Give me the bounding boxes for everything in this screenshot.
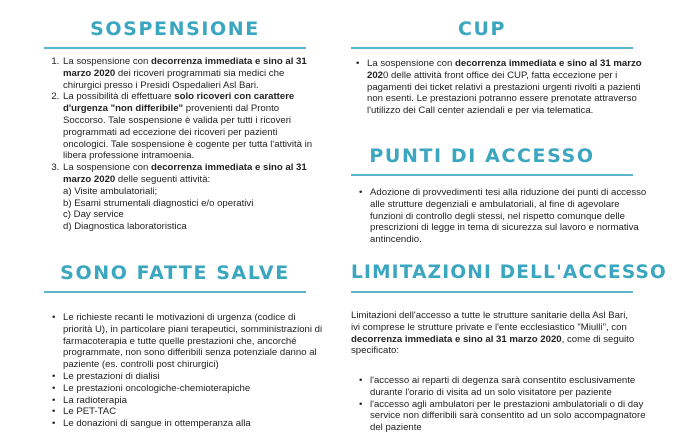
list-item: 2. La possibilità di effettuare solo ricoveri con carattere d'urgenza "non differibile" provenienti dal Pronto Soccorso. Tale sospensione è valida per tutti i ricoveri programmati ad eccezione dei ricoveri per pazienti oncologici. Tale sospensione è cogente per tutta l'attività in libera professione intramoenia. <box>62 91 318 162</box>
list-item: • Le prestazioni di dialisi <box>63 371 325 383</box>
list-item: • Adozione di provvedimenti tesi alla riduzione dei punti di accesso alle strutture degenziali e ambulatoriali, al fine di agevolare funzioni di controllo degli stessi, nel rispetto comunque delle prescrizioni di legge in tema di sicurezza sul lavoro e normativa antincendio. <box>370 187 652 246</box>
sub-item: d) Diagnostica laboratoristica <box>63 221 187 233</box>
salve-divider <box>44 291 306 293</box>
cup-list <box>348 58 649 117</box>
limitazioni-title: LIMITAZIONI DELL'ACCESSO <box>351 262 667 283</box>
sospensione-list <box>48 56 318 233</box>
list-item: • l'accesso ai reparti di degenza sarà consentito esclusivamente durante l'orario di visita ad un solo visitatore per paziente <box>370 375 658 399</box>
limitazioni-intro: Limitazioni dell'accesso a tutte le strutture sanitarie della Asl Bari, ivi comprese le strutture private e l'ente ecclesiastico "Miulli", con decorrenza immediata e sino al 31 marzo 2020, come di seguito specificato: <box>351 310 635 357</box>
sub-item: b) Esami strumentali diagnostici e/o operativi <box>63 197 254 209</box>
sospensione-title: SOSPENSIONE <box>90 18 260 40</box>
activity-sublist <box>63 186 318 233</box>
punti-list <box>351 187 652 246</box>
list-item: • Le prestazioni oncologiche-chemioterapiche <box>63 383 325 395</box>
punti-divider <box>351 174 633 176</box>
list-item: • La sospensione con decorrenza immediata e sino al 31 marzo 2020 delle attività front office dei CUP, fatta eccezione per i pagamenti dei ticket relativi a prestazioni urgenti rivolti a pazienti non esenti. Le prestazioni potranno essere prenotate attraverso l'utilizzo dei Call center aziendali e per via telematica. <box>367 58 649 117</box>
sospensione-divider <box>44 47 306 49</box>
salve-list <box>44 312 325 430</box>
cup-divider <box>351 47 633 49</box>
cup-title: CUP <box>457 18 507 40</box>
list-item: 3. La sospensione con decorrenza immediata e sino al 31 marzo 2020 delle seguenti attività: a) Visite ambulatoriali; b) Esami strumentali diagnostici e/o operativi c) Day service d) Diagnostica laboratoristica <box>62 162 318 233</box>
salve-title: SONO FATTE SALVE <box>60 262 290 284</box>
list-item: • Le richieste recanti le motivazioni di urgenza (codice di priorità U), in particolare piani terapeutici, somministrazioni di farmacoterapia e tutte quelle prestazioni che, ancorché programmate, non sono differibili senza potenziale danno al paziente (es. controlli post chirurgici) <box>63 312 325 371</box>
list-item: 1. La sospensione con decorrenza immediata e sino al 31 marzo 2020 dei ricoveri programmati sia medici che chirurgici presso i Presidi Ospedalieri Asl Bari. <box>62 56 318 91</box>
sub-item: c) Day service <box>63 209 124 221</box>
list-item: • Le donazioni di sangue in ottemperanza alla <box>63 418 325 430</box>
list-item: • Le PET-TAC <box>63 406 325 418</box>
sub-item: a) Visite ambulatoriali; <box>63 185 158 197</box>
limitazioni-divider <box>351 291 633 293</box>
list-item: • La radioterapia <box>63 395 325 407</box>
list-item: • l'accesso agli ambulatori per le prestazioni ambulatoriali o di day service non differibili sarà consentito ad un solo accompagnatore del paziente <box>370 399 658 434</box>
limitazioni-list <box>351 375 658 434</box>
punti-title: PUNTI DI ACCESSO <box>369 145 595 167</box>
